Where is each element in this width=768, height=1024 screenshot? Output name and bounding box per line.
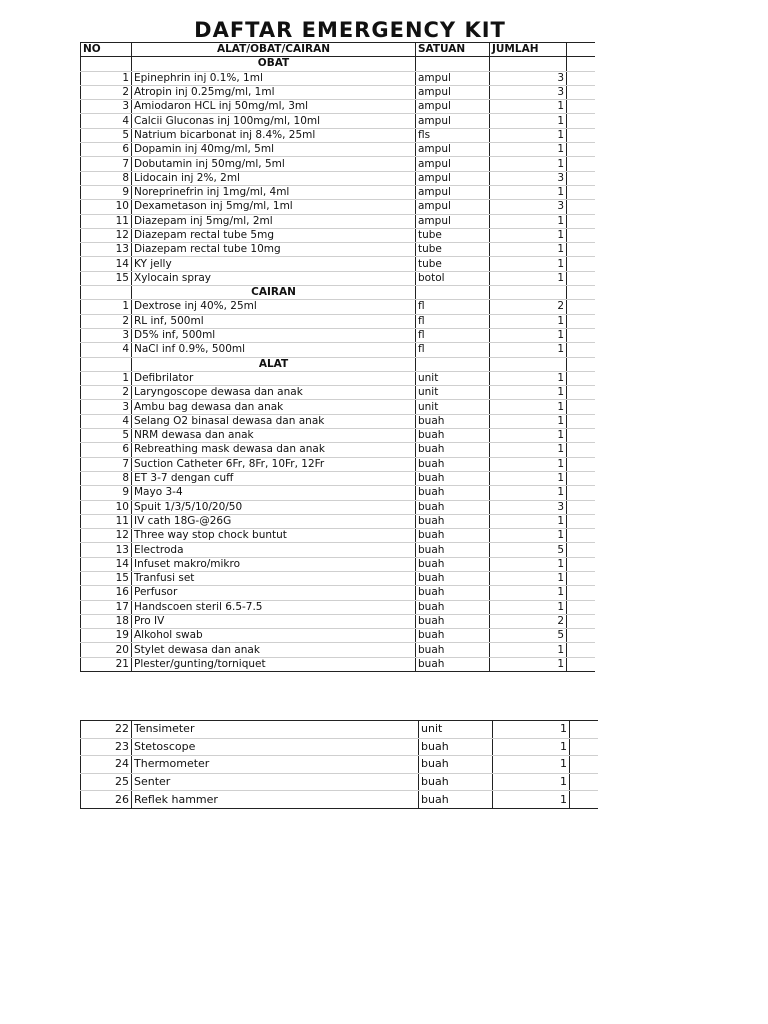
table-row	[81, 343, 595, 357]
item-unit: unit	[416, 371, 490, 385]
item-name: Suction Catheter 6Fr, 8Fr, 10Fr, 12Fr	[132, 457, 416, 471]
extra-cell	[567, 629, 595, 643]
item-name: Ambu bag dewasa dan anak	[132, 400, 416, 414]
extra-cell	[567, 314, 595, 328]
item-quantity: 2	[490, 300, 567, 314]
item-unit: unit	[416, 400, 490, 414]
item-unit: ampul	[416, 100, 490, 114]
table-row	[81, 386, 595, 400]
item-unit: tube	[416, 243, 490, 257]
item-unit: buah	[416, 486, 490, 500]
item-quantity: 1	[490, 214, 567, 228]
table-body	[81, 57, 595, 672]
table-row	[81, 471, 595, 485]
item-quantity: 1	[490, 400, 567, 414]
item-number: 6	[81, 143, 132, 157]
item-name: Mayo 3-4	[132, 486, 416, 500]
table-row	[81, 257, 595, 271]
header-extra-cell	[567, 43, 595, 57]
item-name: Dobutamin inj 50mg/ml, 5ml	[132, 157, 416, 171]
extra-cell	[567, 85, 595, 99]
extra-cell	[567, 343, 595, 357]
item-number: 13	[81, 243, 132, 257]
item-quantity: 5	[490, 629, 567, 643]
item-unit: buah	[416, 600, 490, 614]
extra-cell	[567, 600, 595, 614]
table-row	[81, 557, 595, 571]
item-name: Thermometer	[132, 756, 419, 774]
item-number: 4	[81, 414, 132, 428]
extra-cell	[567, 400, 595, 414]
item-number: 9	[81, 185, 132, 199]
item-quantity: 1	[493, 791, 570, 809]
item-unit: ampul	[416, 71, 490, 85]
item-number: 15	[81, 271, 132, 285]
table-row	[81, 738, 598, 756]
item-number: 7	[81, 157, 132, 171]
item-name: ET 3-7 dengan cuff	[132, 471, 416, 485]
continuation-body	[81, 721, 598, 809]
item-number: 14	[81, 557, 132, 571]
table-row	[81, 629, 595, 643]
extra-cell	[570, 791, 598, 809]
item-quantity: 1	[490, 371, 567, 385]
item-quantity: 1	[490, 586, 567, 600]
item-name: Tranfusi set	[132, 571, 416, 585]
table-row	[81, 721, 598, 739]
item-unit: fl	[416, 300, 490, 314]
item-name: Alkohol swab	[132, 629, 416, 643]
item-quantity: 3	[490, 85, 567, 99]
item-unit: buah	[416, 414, 490, 428]
table-row	[81, 128, 595, 142]
item-name: Dexametason inj 5mg/ml, 1ml	[132, 200, 416, 214]
item-unit: buah	[419, 756, 493, 774]
item-name: NaCl inf 0.9%, 500ml	[132, 343, 416, 357]
item-name: Lidocain inj 2%, 2ml	[132, 171, 416, 185]
item-name: Reflek hammer	[132, 791, 419, 809]
item-number: 4	[81, 114, 132, 128]
item-name: Stetoscope	[132, 738, 419, 756]
item-unit: buah	[416, 543, 490, 557]
item-quantity: 3	[490, 200, 567, 214]
section-row	[81, 286, 595, 300]
extra-cell	[567, 328, 595, 342]
item-quantity: 1	[490, 314, 567, 328]
table-row	[81, 328, 595, 342]
item-quantity: 1	[493, 756, 570, 774]
header-item: ALAT/OBAT/CAIRAN	[132, 43, 416, 57]
item-quantity: 1	[490, 257, 567, 271]
section-row	[81, 357, 595, 371]
table-row	[81, 271, 595, 285]
extra-cell	[570, 721, 598, 739]
item-number: 1	[81, 300, 132, 314]
table-header-row	[81, 43, 595, 57]
table-row	[81, 300, 595, 314]
extra-cell	[567, 71, 595, 85]
extra-cell	[567, 414, 595, 428]
item-name: Epinephrin inj 0.1%, 1ml	[132, 71, 416, 85]
item-number: 15	[81, 571, 132, 585]
item-name: Perfusor	[132, 586, 416, 600]
item-number: 26	[81, 791, 132, 809]
item-quantity: 1	[490, 271, 567, 285]
item-name: Rebreathing mask dewasa dan anak	[132, 443, 416, 457]
item-number: 10	[81, 200, 132, 214]
item-unit: buah	[416, 500, 490, 514]
item-name: Tensimeter	[132, 721, 419, 739]
extra-cell	[570, 738, 598, 756]
table-row	[81, 414, 595, 428]
extra-cell	[567, 157, 595, 171]
item-quantity: 1	[490, 643, 567, 657]
item-name: Amiodaron HCL inj 50mg/ml, 3ml	[132, 100, 416, 114]
item-number: 19	[81, 629, 132, 643]
extra-cell	[567, 486, 595, 500]
extra-cell	[567, 200, 595, 214]
item-name: Handscoen steril 6.5-7.5	[132, 600, 416, 614]
item-number: 22	[81, 721, 132, 739]
item-name: Plester/gunting/torniquet	[132, 657, 416, 671]
extra-cell	[567, 228, 595, 242]
section-qty-cell	[490, 286, 567, 300]
item-number: 1	[81, 371, 132, 385]
item-quantity: 1	[490, 457, 567, 471]
item-number: 3	[81, 328, 132, 342]
item-name: RL inf, 500ml	[132, 314, 416, 328]
extra-cell	[567, 657, 595, 671]
item-number: 9	[81, 486, 132, 500]
item-unit: tube	[416, 257, 490, 271]
extra-cell	[567, 614, 595, 628]
table-row	[81, 791, 598, 809]
extra-cell	[567, 500, 595, 514]
item-number: 4	[81, 343, 132, 357]
table-row	[81, 157, 595, 171]
extra-cell	[567, 429, 595, 443]
item-unit: buah	[416, 571, 490, 585]
item-quantity: 1	[490, 114, 567, 128]
extra-cell	[567, 643, 595, 657]
item-name: Defibrilator	[132, 371, 416, 385]
table-row	[81, 500, 595, 514]
item-name: Spuit 1/3/5/10/20/50	[132, 500, 416, 514]
table-row	[81, 529, 595, 543]
item-name: D5% inf, 500ml	[132, 328, 416, 342]
extra-cell	[567, 457, 595, 471]
item-number: 5	[81, 128, 132, 142]
item-quantity: 1	[490, 386, 567, 400]
extra-cell	[570, 773, 598, 791]
section-title: ALAT	[132, 357, 416, 371]
item-name: IV cath 18G-@26G	[132, 514, 416, 528]
item-name: Xylocain spray	[132, 271, 416, 285]
item-number: 23	[81, 738, 132, 756]
item-quantity: 1	[490, 557, 567, 571]
table-row	[81, 171, 595, 185]
item-unit: ampul	[416, 214, 490, 228]
item-quantity: 3	[490, 500, 567, 514]
item-quantity: 1	[490, 471, 567, 485]
item-name: Dextrose inj 40%, 25ml	[132, 300, 416, 314]
item-quantity: 1	[490, 143, 567, 157]
document-title: DAFTAR EMERGENCY KIT	[194, 18, 506, 42]
table-row	[81, 571, 595, 585]
item-unit: buah	[416, 429, 490, 443]
item-quantity: 1	[490, 600, 567, 614]
item-unit: unit	[419, 721, 493, 739]
item-name: Diazepam rectal tube 5mg	[132, 228, 416, 242]
item-unit: buah	[419, 738, 493, 756]
item-number: 2	[81, 85, 132, 99]
item-number: 2	[81, 386, 132, 400]
table-row	[81, 143, 595, 157]
section-qty-cell	[490, 57, 567, 71]
item-unit: buah	[416, 529, 490, 543]
item-quantity: 5	[490, 543, 567, 557]
item-number: 7	[81, 457, 132, 471]
item-number: 24	[81, 756, 132, 774]
item-number: 10	[81, 500, 132, 514]
item-unit: ampul	[416, 185, 490, 199]
item-unit: buah	[416, 629, 490, 643]
table-row	[81, 600, 595, 614]
section-no-cell	[81, 57, 132, 71]
item-name: Pro IV	[132, 614, 416, 628]
item-unit: buah	[419, 773, 493, 791]
emergency-kit-table	[80, 42, 595, 672]
header-unit: SATUAN	[416, 43, 490, 57]
item-name: Calcii Gluconas inj 100mg/ml, 10ml	[132, 114, 416, 128]
section-title: OBAT	[132, 57, 416, 71]
item-unit: buah	[416, 443, 490, 457]
item-number: 25	[81, 773, 132, 791]
item-number: 6	[81, 443, 132, 457]
item-number: 11	[81, 214, 132, 228]
extra-cell	[567, 243, 595, 257]
section-no-cell	[81, 286, 132, 300]
extra-cell	[567, 286, 595, 300]
item-name: Stylet dewasa dan anak	[132, 643, 416, 657]
item-unit: buah	[416, 557, 490, 571]
extra-cell	[567, 514, 595, 528]
item-unit: ampul	[416, 85, 490, 99]
item-number: 8	[81, 471, 132, 485]
item-number: 20	[81, 643, 132, 657]
item-number: 2	[81, 314, 132, 328]
item-unit: ampul	[416, 143, 490, 157]
item-quantity: 1	[493, 721, 570, 739]
item-number: 21	[81, 657, 132, 671]
item-name: Natrium bicarbonat inj 8.4%, 25ml	[132, 128, 416, 142]
item-quantity: 1	[490, 571, 567, 585]
item-unit: fls	[416, 128, 490, 142]
table-row	[81, 443, 595, 457]
item-name: Diazepam inj 5mg/ml, 2ml	[132, 214, 416, 228]
table-row	[81, 100, 595, 114]
extra-cell	[567, 100, 595, 114]
item-number: 16	[81, 586, 132, 600]
item-name: Senter	[132, 773, 419, 791]
item-quantity: 3	[490, 171, 567, 185]
section-title: CAIRAN	[132, 286, 416, 300]
table-row	[81, 586, 595, 600]
item-name: KY jelly	[132, 257, 416, 271]
header-no: NO	[81, 43, 132, 57]
item-unit: buah	[419, 791, 493, 809]
item-number: 3	[81, 100, 132, 114]
table-row	[81, 314, 595, 328]
item-unit: tube	[416, 228, 490, 242]
table-row	[81, 756, 598, 774]
item-name: Electroda	[132, 543, 416, 557]
item-unit: buah	[416, 514, 490, 528]
item-unit: buah	[416, 657, 490, 671]
item-number: 5	[81, 429, 132, 443]
section-row	[81, 57, 595, 71]
extra-cell	[567, 143, 595, 157]
extra-cell	[567, 300, 595, 314]
table-row	[81, 514, 595, 528]
item-name: Laryngoscope dewasa dan anak	[132, 386, 416, 400]
extra-cell	[567, 586, 595, 600]
item-quantity: 1	[490, 228, 567, 242]
item-unit: ampul	[416, 171, 490, 185]
continuation-table	[80, 720, 598, 809]
item-quantity: 1	[490, 185, 567, 199]
extra-cell	[567, 529, 595, 543]
extra-cell	[567, 543, 595, 557]
item-name: Selang O2 binasal dewasa dan anak	[132, 414, 416, 428]
item-number: 1	[81, 71, 132, 85]
item-unit: buah	[416, 471, 490, 485]
item-quantity: 1	[490, 100, 567, 114]
extra-cell	[567, 57, 595, 71]
table-row	[81, 200, 595, 214]
item-unit: buah	[416, 457, 490, 471]
item-number: 8	[81, 171, 132, 185]
item-unit: botol	[416, 271, 490, 285]
item-name: Infuset makro/mikro	[132, 557, 416, 571]
item-quantity: 1	[493, 773, 570, 791]
extra-cell	[567, 386, 595, 400]
extra-cell	[567, 214, 595, 228]
extra-cell	[567, 571, 595, 585]
table-row	[81, 614, 595, 628]
table-row	[81, 214, 595, 228]
item-quantity: 1	[490, 486, 567, 500]
extra-cell	[567, 557, 595, 571]
item-quantity: 1	[490, 657, 567, 671]
item-unit: ampul	[416, 200, 490, 214]
item-quantity: 1	[490, 514, 567, 528]
item-number: 11	[81, 514, 132, 528]
item-quantity: 1	[490, 157, 567, 171]
item-name: Dopamin inj 40mg/ml, 5ml	[132, 143, 416, 157]
section-qty-cell	[490, 357, 567, 371]
item-quantity: 1	[490, 343, 567, 357]
item-name: Atropin inj 0.25mg/ml, 1ml	[132, 85, 416, 99]
table-row	[81, 85, 595, 99]
table-row	[81, 185, 595, 199]
item-unit: buah	[416, 614, 490, 628]
table-row	[81, 643, 595, 657]
extra-cell	[567, 185, 595, 199]
item-name: Diazepam rectal tube 10mg	[132, 243, 416, 257]
table-row	[81, 371, 595, 385]
header-qty: JUMLAH	[490, 43, 567, 57]
extra-cell	[567, 471, 595, 485]
item-unit: buah	[416, 643, 490, 657]
item-unit: unit	[416, 386, 490, 400]
table-row	[81, 457, 595, 471]
item-number: 12	[81, 228, 132, 242]
table-row	[81, 228, 595, 242]
item-unit: ampul	[416, 114, 490, 128]
item-quantity: 1	[490, 128, 567, 142]
extra-cell	[567, 128, 595, 142]
extra-cell	[567, 371, 595, 385]
extra-cell	[567, 257, 595, 271]
item-unit: ampul	[416, 157, 490, 171]
extra-cell	[567, 171, 595, 185]
extra-cell	[567, 271, 595, 285]
section-unit-cell	[416, 357, 490, 371]
item-number: 12	[81, 529, 132, 543]
item-unit: buah	[416, 586, 490, 600]
section-unit-cell	[416, 57, 490, 71]
item-number: 14	[81, 257, 132, 271]
item-number: 17	[81, 600, 132, 614]
extra-cell	[570, 756, 598, 774]
item-quantity: 1	[493, 738, 570, 756]
item-quantity: 1	[490, 414, 567, 428]
item-number: 3	[81, 400, 132, 414]
item-quantity: 1	[490, 529, 567, 543]
table-row	[81, 657, 595, 671]
item-name: Three way stop chock buntut	[132, 529, 416, 543]
table-row	[81, 114, 595, 128]
item-unit: fl	[416, 343, 490, 357]
item-number: 13	[81, 543, 132, 557]
item-unit: fl	[416, 328, 490, 342]
table-row	[81, 773, 598, 791]
item-quantity: 2	[490, 614, 567, 628]
table-row	[81, 243, 595, 257]
item-quantity: 3	[490, 71, 567, 85]
item-unit: fl	[416, 314, 490, 328]
section-unit-cell	[416, 286, 490, 300]
item-number: 18	[81, 614, 132, 628]
extra-cell	[567, 443, 595, 457]
item-quantity: 1	[490, 429, 567, 443]
item-name: NRM dewasa dan anak	[132, 429, 416, 443]
item-name: Noreprinefrin inj 1mg/ml, 4ml	[132, 185, 416, 199]
item-quantity: 1	[490, 328, 567, 342]
table-row	[81, 429, 595, 443]
section-no-cell	[81, 357, 132, 371]
extra-cell	[567, 114, 595, 128]
table-row	[81, 71, 595, 85]
table-row	[81, 543, 595, 557]
table-row	[81, 486, 595, 500]
table-row	[81, 400, 595, 414]
item-quantity: 1	[490, 443, 567, 457]
extra-cell	[567, 357, 595, 371]
item-quantity: 1	[490, 243, 567, 257]
